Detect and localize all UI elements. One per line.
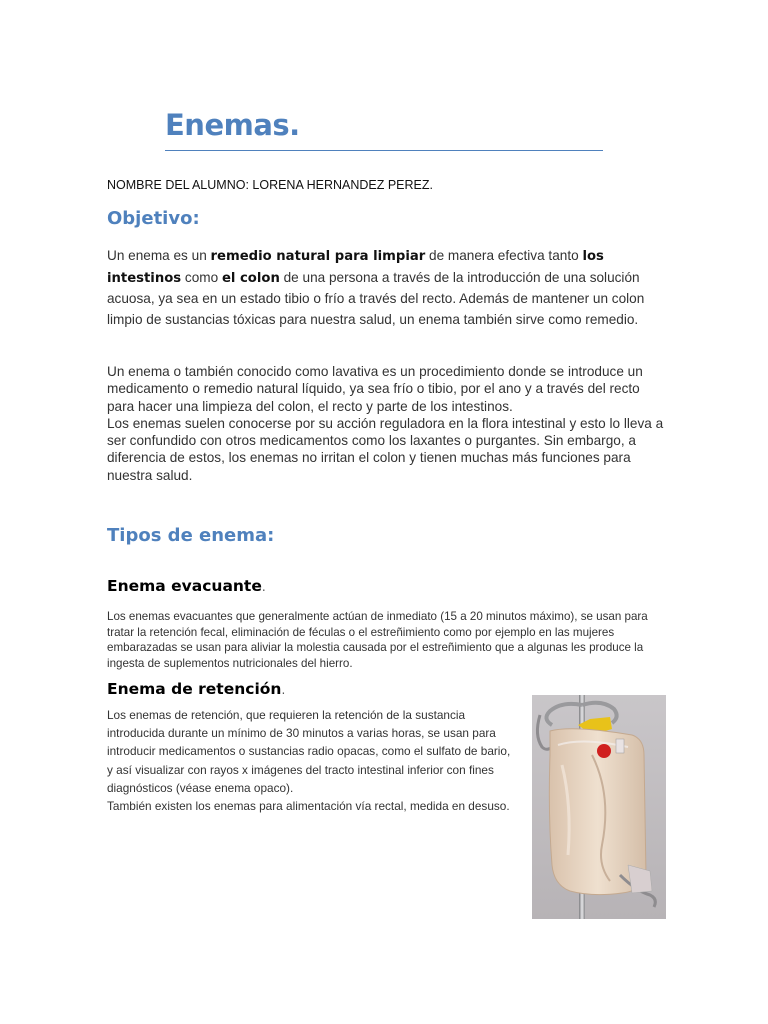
paragraph-3: Los enemas suelen conocerse por su acción reguladora en la flora intestinal y esto lo lleva a ser confundido con otros medicamentos como los laxantes o purgantes. Sin embargo, a diferencia de estos, los enemas no irritan el colon y tienen muchas más funciones para nuestra salud. (107, 415, 664, 483)
sulfato-de-bario-link[interactable]: sulfato de bario (426, 744, 507, 759)
bag-port (616, 739, 624, 753)
paragraph-2: Un enema o también conocido como lavativa es un procedimiento donde se introduce un medicamento o remedio natural líquido, ya sea frío o tibio, por el ano y a través del recto para hacer una limpieza del colon, el recto y parte de los intestinos. (107, 364, 643, 414)
retencion-heading-text: Enema de retención (107, 680, 282, 698)
lavativa-paragraph (107, 363, 667, 484)
valve-icon (597, 744, 611, 758)
bold-span: el colon (221, 270, 280, 286)
evacuante-text: Los enemas evacuantes que generalmente actúan de inmediato (15 a 20 minutos máximo), se usan para tratar la retención fecal, eliminación de féculas o el estreñimiento como por ejemplo en las mujeres embarazadas se usan para aliviar la molestia causada por el estreñimiento que a algunas les produce la ingesta de suplementos nutricionales del hierro. (107, 610, 648, 670)
text-span: imágenes del tracto intestinal inferior con fines diagnósticos (véase (107, 762, 494, 795)
heading-dot: . (261, 580, 266, 594)
tipos-heading: Tipos de enema: (107, 525, 275, 546)
text-span: Los enemas de retención, que requieren la retención de la sustancia introducida durante un mínimo de 30 minutos a varias horas, se usan para introducir medicamentos o sustancias radio opacas, como el (107, 708, 496, 759)
bold-span: los intestinos (107, 249, 604, 286)
enema-opaco-link[interactable]: enema opaco (214, 780, 287, 795)
evacuante-heading (107, 577, 266, 595)
student-name-line: NOMBRE DEL ALUMNO: LORENA HERNANDEZ PEREZ. (107, 178, 433, 192)
text-span: Un enema es un (107, 248, 211, 263)
text-span: de manera efectiva tanto (425, 248, 583, 263)
text-span: También existen los enemas para alimentación vía rectal, medida en desuso. (107, 799, 510, 814)
enema-bag-photo (532, 695, 666, 919)
retencion-heading (107, 680, 285, 698)
evacuante-heading-text: Enema evacuante (107, 577, 262, 595)
rayos-x-link[interactable]: rayos x (209, 762, 248, 777)
title-underline (165, 150, 603, 151)
text-span: , y así visualizar con (107, 744, 511, 777)
page-title: Enemas. (165, 108, 300, 142)
objetivo-paragraph (107, 246, 647, 330)
objetivo-heading: Objetivo: (107, 208, 200, 229)
text-span: como (181, 269, 222, 285)
text-span: ). (286, 780, 294, 795)
bold-span: remedio natural para limpiar (210, 249, 426, 264)
retencion-text (107, 706, 517, 815)
text-span: de una persona a través de la introducción de una solución acuosa, ya sea en un estado tibio o frío a través del recto. Además de mantener un colon limpio de sustancias tóxicas para nuestra salud, un enema también sirve como remedio. (107, 269, 645, 327)
heading-dot: . (281, 683, 286, 697)
